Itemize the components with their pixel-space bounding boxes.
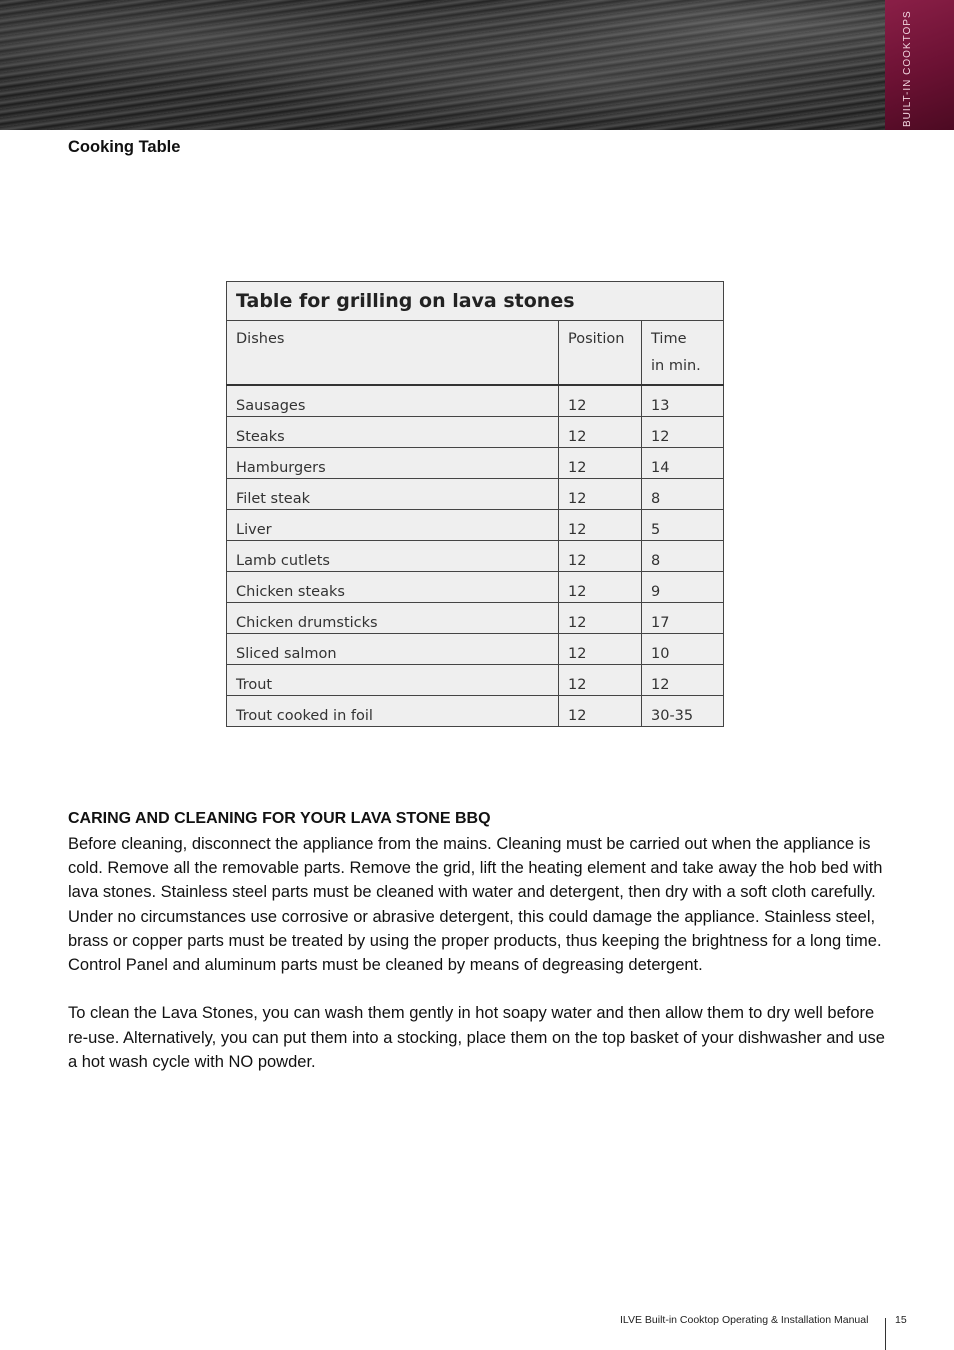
time-cell: 5: [642, 510, 724, 541]
position-cell: 12: [559, 479, 642, 510]
section-title: Cooking Table: [68, 138, 181, 156]
table-row: [227, 603, 724, 634]
position-cell: 12: [559, 665, 642, 696]
time-cell: 12: [642, 417, 724, 448]
column-header-position: Position: [559, 321, 642, 386]
time-cell: 8: [642, 541, 724, 572]
dish-cell: Chicken steaks: [227, 572, 559, 603]
table-row: [227, 541, 724, 572]
care-cleaning-heading: CARING AND CLEANING FOR YOUR LAVA STONE BBQ: [68, 810, 491, 827]
dish-cell: Chicken drumsticks: [227, 603, 559, 634]
position-cell: 12: [559, 696, 642, 727]
time-cell: 30-35: [642, 696, 724, 727]
time-cell: 13: [642, 385, 724, 417]
lava-stone-grilling-table: [226, 281, 724, 727]
dish-cell: Sliced salmon: [227, 634, 559, 665]
care-cleaning-body: [68, 832, 888, 1074]
dish-cell: Trout cooked in foil: [227, 696, 559, 727]
position-cell: 12: [559, 448, 642, 479]
position-cell: 12: [559, 603, 642, 634]
time-cell: 14: [642, 448, 724, 479]
dish-cell: Lamb cutlets: [227, 541, 559, 572]
dish-cell: Trout: [227, 665, 559, 696]
care-paragraph-1: Before cleaning, disconnect the appliance from the mains. Cleaning must be carried out when the appliance is cold. Remove all the removable parts. Remove the grid, lift the heating element and take away the hob bed with lava stones. Stainless steel parts must be cleaned with water and detergent, then dry with a soft cloth carefully. Under no circumstances use corrosive or abrasive detergent, this could damage the appliance. Stainless steel, brass or copper parts must be treated by using the proper products, thus keeping the brightness for a long time.: [68, 835, 883, 950]
position-cell: 12: [559, 541, 642, 572]
header-banner-image: [0, 0, 885, 130]
dish-cell: Hamburgers: [227, 448, 559, 479]
time-header-line1: Time: [651, 331, 687, 347]
dish-cell: Filet steak: [227, 479, 559, 510]
side-tab-label: BUILT-IN COOKTOPS: [902, 10, 913, 127]
time-cell: 9: [642, 572, 724, 603]
position-cell: 12: [559, 572, 642, 603]
column-header-dishes: Dishes: [227, 321, 559, 386]
footer-divider: [885, 1318, 886, 1350]
table-row: [227, 448, 724, 479]
table-row: [227, 665, 724, 696]
time-cell: 8: [642, 479, 724, 510]
table-row: [227, 696, 724, 727]
table-row: [227, 479, 724, 510]
time-header-line2: in min.: [651, 358, 701, 374]
table-row: [227, 417, 724, 448]
care-paragraph-3: To clean the Lava Stones, you can wash them gently in hot soapy water and then allow them to dry well before re-use. Alternatively, you can put them into a stocking, place them on the top basket of your dishwasher and use a hot wash cycle with NO powder.: [68, 1004, 885, 1071]
dish-cell: Steaks: [227, 417, 559, 448]
table-row: [227, 385, 724, 417]
side-section-tab: [885, 0, 954, 130]
time-cell: 12: [642, 665, 724, 696]
table-title: Table for grilling on lava stones: [227, 282, 724, 321]
paragraph-spacer: [68, 977, 888, 1001]
position-cell: 12: [559, 634, 642, 665]
table-row: [227, 572, 724, 603]
position-cell: 12: [559, 510, 642, 541]
time-cell: 10: [642, 634, 724, 665]
dish-cell: Sausages: [227, 385, 559, 417]
column-header-time: [642, 321, 724, 386]
footer-manual-title: ILVE Built-in Cooktop Operating & Installation Manual: [620, 1314, 869, 1326]
page-number: 15: [895, 1314, 907, 1326]
position-cell: 12: [559, 385, 642, 417]
position-cell: 12: [559, 417, 642, 448]
care-paragraph-2: Control Panel and aluminum parts must be cleaned by means of degreasing detergent.: [68, 956, 703, 975]
table-row: [227, 634, 724, 665]
table-row: [227, 510, 724, 541]
dish-cell: Liver: [227, 510, 559, 541]
time-cell: 17: [642, 603, 724, 634]
